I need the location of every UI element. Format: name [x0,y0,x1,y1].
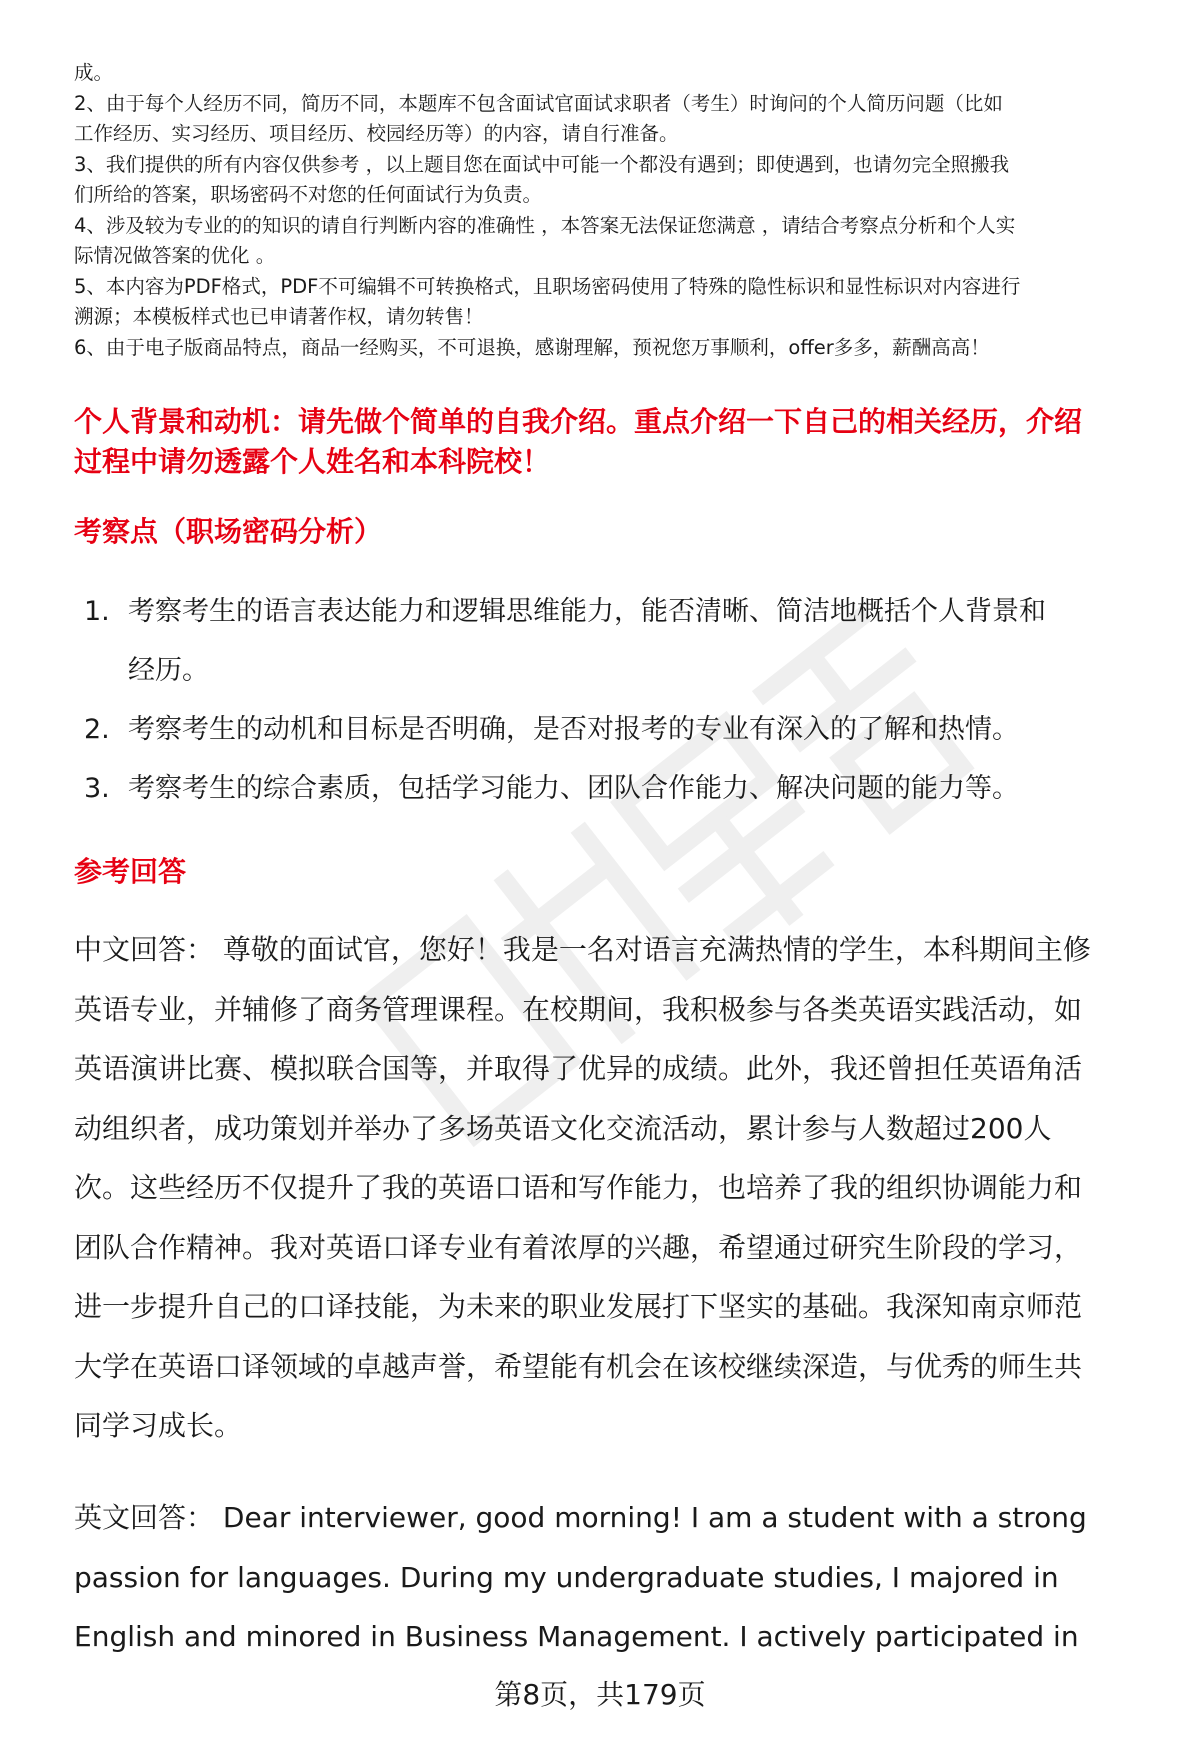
point-number: 2. [84,714,110,745]
note-line: 3、我们提供的所有内容仅供参考 ，以上题目您在面试中可能一个都没有遇到；即使遇到，也请勿完全照搬我 [74,152,1010,176]
analysis-point [74,582,1154,700]
answer-line: 同学习成长。 [74,1409,243,1442]
answer-line: 英文回答： Dear interviewer, good morning! I am a student with a strong [74,1501,1087,1534]
note-line: 溯源；本模板样式也已申请著作权，请勿转售！ [74,305,484,328]
answer-line: 中文回答： 尊敬的面试官，您好！我是一名对语言充满热情的学生，本科期间主修 [74,933,1091,966]
note-line: 6、由于电子版商品特点，商品一经购买，不可退换，感谢理解，预祝您万事顺利，offer多多，薪酬高高！ [74,335,990,359]
note-line: 工作经历、实习经历、项目经历、校园经历等）的内容，请自行准备。 [74,122,679,145]
point-text: 考察考生的综合素质，包括学习能力、团队合作能力、解决问题的能力等。 [128,773,1019,804]
point-number: 3. [84,773,110,804]
question-line: 过程中请勿透露个人姓名和本科院校！ [74,445,551,478]
answer-line: 英语专业，并辅修了商务管理课程。在校期间，我积极参与各类英语实践活动，如 [74,992,1083,1026]
page-number: 第8页，共179页 [494,1678,706,1711]
point-text: 考察考生的语言表达能力和逻辑思维能力，能否清晰、简洁地概括个人背景和 [128,596,1046,627]
note-line: 5、本内容为PDF格式，PDF不可编辑不可转换格式，且职场密码使用了特殊的隐性标识和显性标识对内容进行 [74,274,1021,298]
analysis-point [74,700,1154,759]
answer-line: 团队合作精神。我对英语口译专业有着浓厚的兴趣，希望通过研究生阶段的学习， [74,1230,1083,1264]
interview-question [74,402,1154,482]
note-line: 们所给的答案，职场密码不对您的任何面试行为负责。 [74,183,543,206]
analysis-point [74,759,1154,818]
point-number: 1. [84,596,110,627]
answer-line: 次。这些经历不仅提升了我的英语口语和写作能力，也培养了我的组织协调能力和 [74,1171,1083,1204]
analysis-points [74,582,1154,818]
english-answer [74,1488,1164,1667]
answer-line: passion for languages. During my undergraduate studies, I majored in [74,1560,1059,1594]
answer-line: 大学在英语口译领域的卓越声誉，希望能有机会在该校继续深造，与优秀的师生共 [74,1349,1083,1383]
note-line: 4、涉及较为专业的的知识的请自行判断内容的准确性 ，本答案无法保证您满意 ，请结合考察点分析和个人实 [74,213,1016,237]
note-line: 际情况做答案的优化 。 [74,244,276,267]
disclaimer-notes [74,58,1154,363]
chinese-answer [74,920,1164,1456]
reference-answer-heading: 参考回答 [74,855,187,888]
answer-line: 英语演讲比赛、模拟联合国等，并取得了优异的成绩。此外，我还曾担任英语角活 [74,1052,1083,1085]
answer-line: 进一步提升自己的口译技能，为未来的职业发展打下坚实的基础。我深知南京师范 [74,1290,1083,1323]
answer-line: English and minored in Business Management. I actively participated in [74,1620,1079,1653]
note-line: 2、由于每个人经历不同，简历不同，本题库不包含面试官面试求职者（考生）时询问的个人简历问题（比如 [74,91,1003,115]
note-line: 成。 [74,61,114,84]
question-line: 个人背景和动机：请先做个简单的自我介绍。重点介绍一下自己的相关经历，介绍 [74,405,1083,438]
point-text: 考察考生的动机和目标是否明确，是否对报考的专业有深入的了解和热情。 [128,714,1019,745]
point-text: 经历。 [128,655,209,686]
answer-line: 动组织者，成功策划并举办了多场英语文化交流活动，累计参与人数超过200人 [74,1111,1052,1145]
analysis-heading: 考察点（职场密码分析） [74,515,383,548]
